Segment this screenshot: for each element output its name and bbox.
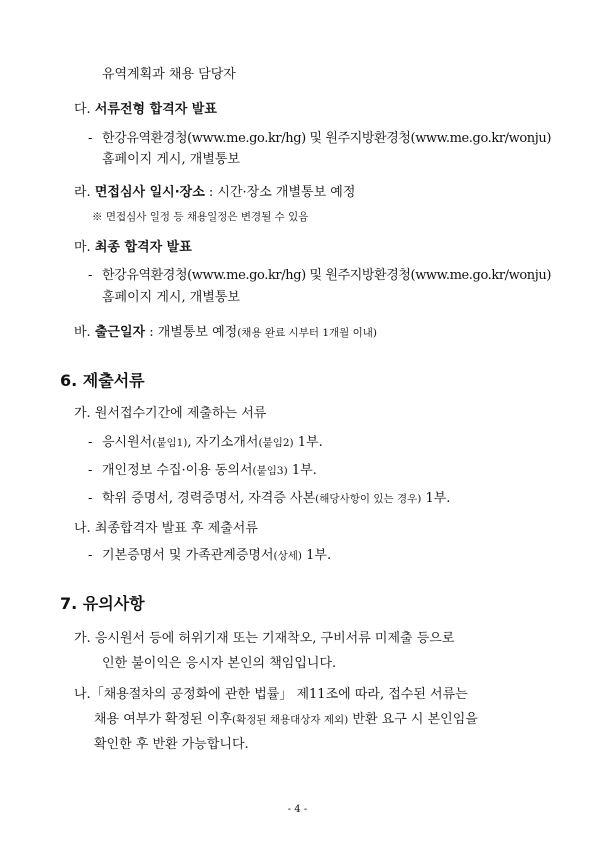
item-ra xyxy=(74,184,355,202)
item-ma-bullet-text: 한강유역환경청(www.me.go.kr/hg) 및 원주지방환경청(www.me.go.kr/wonju) xyxy=(102,268,552,283)
item-ra-title: 면접심사 일시·장소 xyxy=(94,185,205,200)
section-7-ga-line2: 인한 불이익은 응시자 본인의 책임입니다. xyxy=(102,656,337,671)
item-ra-marker: 라. xyxy=(74,185,91,200)
item-ba-rest: : 개별통보 예정 xyxy=(145,325,238,340)
section-6-ga: 가. 원서접수기간에 제출하는 서류 xyxy=(74,406,267,421)
item-ma-bullet: - 한강유역환경청(www.me.go.kr/hg) 및 원주지방환경청(www.me.go.kr/wonju) xyxy=(88,268,552,283)
list-item: - 응시원서(붙임1), 자기소개서(붙임2) 1부. xyxy=(88,435,323,450)
item-ba xyxy=(74,324,377,342)
item-da-title: 서류전형 합격자 발표 xyxy=(94,102,217,117)
section-6-heading: 6. 제출서류 xyxy=(60,371,145,390)
item-da xyxy=(74,101,217,119)
item-da-bullet-cont: 홈페이지 게시, 개별통보 xyxy=(102,152,240,167)
item-ma-bullet-cont: 홈페이지 게시, 개별통보 xyxy=(102,290,240,305)
list-item: - 개인정보 수집·이용 동의서(붙임3) 1부. xyxy=(88,463,317,478)
item-da-bullet: - 한강유역환경청(www.me.go.kr/hg) 및 원주지방환경청(www.me.go.kr/wonju) xyxy=(88,131,552,146)
item-ba-title: 출근일자 xyxy=(94,325,146,340)
section-7-na-line2: 채용 여부가 확정된 이후(확정된 채용대상자 제외) 반환 요구 시 본인임을 xyxy=(94,712,478,727)
item-da-marker: 다. xyxy=(74,102,91,117)
item-ma-marker: 마. xyxy=(74,240,91,255)
item-ma xyxy=(74,239,192,257)
section-7-ga-line1: 가. 응시원서 등에 허위기재 또는 기재착오, 구비서류 미제출 등으로 xyxy=(74,631,455,646)
item-ma-title: 최종 합격자 발표 xyxy=(94,240,192,255)
page-number: - 4 - xyxy=(287,804,308,815)
list-item: - 기본증명서 및 가족관계증명서(상세) 1부. xyxy=(88,548,332,563)
section-6-na: 나. 최종합격자 발표 후 제출서류 xyxy=(74,521,258,536)
item-ba-small: (채용 완료 시부터 1개월 이내) xyxy=(237,327,377,339)
section-7-na-line3: 확인한 후 반환 가능합니다. xyxy=(94,737,249,752)
section-7-na-line1: 나.「채용절차의 공정화에 관한 법률」 제11조에 따라, 접수된 서류는 xyxy=(74,687,468,702)
item-ra-note: ※ 면접심사 일정 등 채용일정은 변경될 수 있음 xyxy=(92,211,309,223)
top-line: 유역계획과 채용 담당자 xyxy=(102,67,236,82)
list-item: - 학위 증명서, 경력증명서, 자격증 사본(해당사항이 있는 경우) 1부. xyxy=(88,491,451,506)
item-ba-marker: 바. xyxy=(74,325,91,340)
item-da-bullet-text: 한강유역환경청(www.me.go.kr/hg) 및 원주지방환경청(www.me.go.kr/wonju) xyxy=(102,131,552,146)
section-7-heading: 7. 유의사항 xyxy=(60,594,145,613)
item-ra-rest: : 시간·장소 개별통보 예정 xyxy=(204,185,356,200)
